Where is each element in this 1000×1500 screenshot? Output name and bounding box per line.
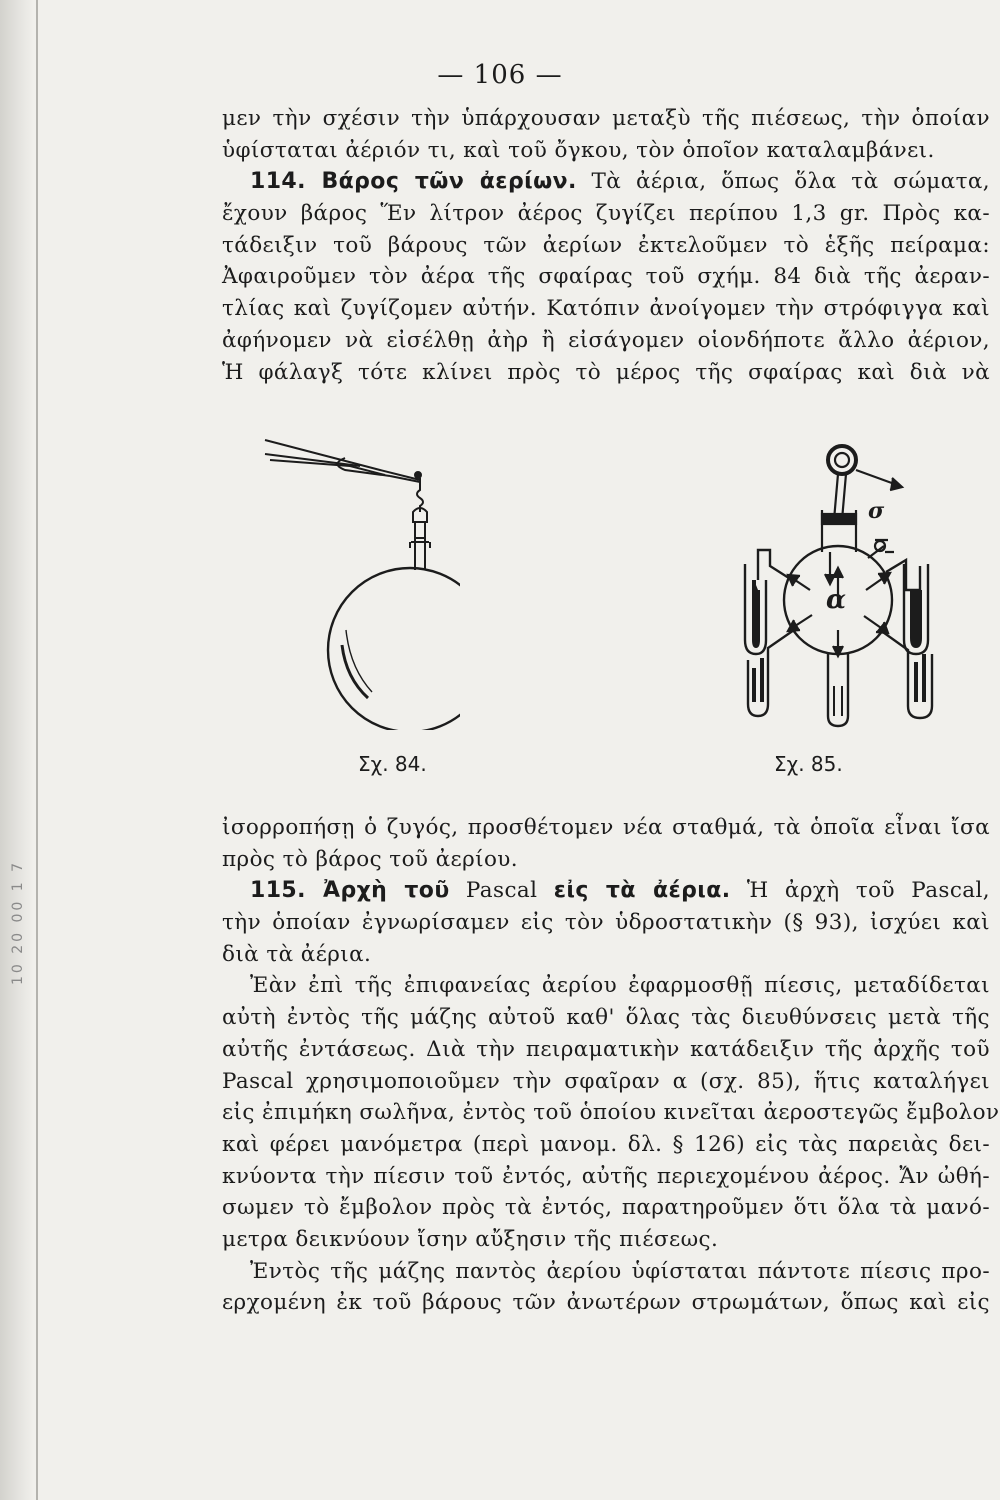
figure-84-caption: Σχ. 84. [358, 752, 427, 776]
upper-text-block [222, 103, 990, 388]
book-binding-shadow [0, 0, 34, 1500]
text-line: αὐτῆς ἐντάσεως. Διὰ τὴν πειραματικὴν κατάδειξιν τῆς ἀρχῆς τοῦ [222, 1036, 990, 1062]
figure-84-sphere-on-balance [260, 430, 460, 730]
gutter-line [36, 0, 38, 1500]
text-line: κνύοντα τὴν πίεσιν τοῦ ἐντός, αὐτῆς περιεχομένου ἀέρος. Ἄν ὠθή- [222, 1163, 990, 1189]
section-115-heading: 115. Ἀρχὴ τοῦ [250, 878, 450, 904]
text-line: καὶ φέρει μανόμετρα (περὶ μανομ. δλ. § 126) εἰς τὰς παρειὰς δει- [222, 1131, 990, 1157]
section-114-first-line [222, 166, 990, 198]
text-line: σωμεν τὸ ἔμβολον πρὸς τὰ ἐντός, παρατηροῦμεν ὅτι ὅλα τὰ μανό- [222, 1195, 990, 1221]
text-line: ερχομένη ἐκ τοῦ βάρους τῶν ἀνωτέρων στρωμάτων, ὅπως καὶ εἰς [222, 1290, 990, 1316]
text-line: Ἀφαιροῦμεν τὸν ἀέρα τῆς σφαίρας τοῦ σχήμ. 84 διὰ τῆς ἀεραν- [222, 264, 990, 290]
text-line: διὰ τὰ ἀέρια. [222, 941, 372, 967]
text-line: Ἡ φάλαγξ τότε κλίνει πρὸς τὸ μέρος τῆς σφαίρας καὶ διὰ νὰ [222, 359, 990, 385]
section-114-heading: 114. Βάρος τῶν ἀερίων. [250, 169, 577, 195]
text-line: αὐτὴ ἐντὸς τῆς μάζης αὐτοῦ καθ' ὅλας τὰς διευθύνσεις μετὰ τῆς [222, 1005, 990, 1031]
text-line: ἀφήνομεν νὰ εἰσέλθῃ ἀὴρ ἢ εἰσάγομεν οἱονδήποτε ἄλλο ἀέριον, [222, 327, 990, 353]
text-line: Pascal χρησιμοποιοῦμεν τὴν σφαῖραν α (σχ. 85), ἥτις καταλήγει [222, 1068, 990, 1094]
text-line: Ἐὰν ἐπὶ τῆς ἐπιφανείας ἀερίου ἐφαρμοσθῇ πίεσις, μεταδίδεται [250, 973, 990, 999]
text-line: τάδειξιν τοῦ βάρους τῶν ἀερίων ἐκτελοῦμεν τὸ ἑξῆς πείραμα: [222, 232, 990, 258]
figure-85-label-alpha: α [826, 585, 847, 615]
section-114-first-line-text: Τὰ ἀέρια, ὅπως ὅλα τὰ σώματα, [591, 169, 991, 195]
text-line: πρὸς τὸ βάρος τοῦ ἀερίου. [222, 846, 518, 872]
page-number: — 106 — [437, 60, 563, 90]
section-115-first-line-text: Ἡ ἀρχὴ τοῦ Pascal, [746, 878, 991, 904]
figure-85-pascal-sphere [730, 440, 1000, 740]
text-line: μεν τὴν σχέσιν τὴν ὑπάρχουσαν μεταξὺ τῆς πιέσεως, τὴν ὁποίαν [222, 106, 990, 131]
text-line: μετρα δεικνύουν ἴσην αὔξησιν τῆς πιέσεως. [222, 1226, 719, 1252]
section-115-heading-pascal: Pascal [465, 878, 538, 904]
text-line: Ἐντὸς τῆς μάζης παντὸς ἀερίου ὑφίσταται πάντοτε πίεσις προ- [250, 1258, 990, 1284]
text-line: τὴν ὁποίαν ἐγνωρίσαμεν εἰς τὸν ὑδροστατικὴν (§ 93), ἰσχύει καὶ [222, 910, 990, 936]
margin-pencil-note: 10 20 00 1 7 [10, 859, 26, 985]
text-line: τλίας καὶ ζυγίζομεν αὐτήν. Κατόπιν ἀνοίγομεν τὴν στρόφιγγα καὶ [222, 296, 990, 322]
text-line: ἔχουν βάρος Ἕν λίτρον ἀέρος ζυγίζει περίπου 1,3 gr. Πρὸς κα- [222, 201, 990, 227]
text-line: ὑφίσταται ἀέριόν τι, καὶ τοῦ ὄγκου, τὸν ὁποῖον καταλαμβάνει. [222, 137, 935, 163]
figure-85-label-sigma: σ [868, 498, 885, 524]
section-115-first-line [222, 875, 990, 907]
text-line: ἰσορροπήσῃ ὁ ζυγός, προσθέτομεν νέα σταθμά, τὰ ὁποῖα εἶναι ἴσα [222, 815, 990, 840]
figure-85-caption: Σχ. 85. [774, 752, 843, 776]
lower-text-block [222, 812, 1000, 1319]
text-line: εἰς ἐπιμήκη σωλῆνα, ἐντὸς τοῦ ὁποίου κινεῖται ἀεροστεγῶς ἔμβολον [222, 1100, 1000, 1126]
section-115-heading-end: εἰς τὰ ἀέρια. [553, 878, 731, 904]
